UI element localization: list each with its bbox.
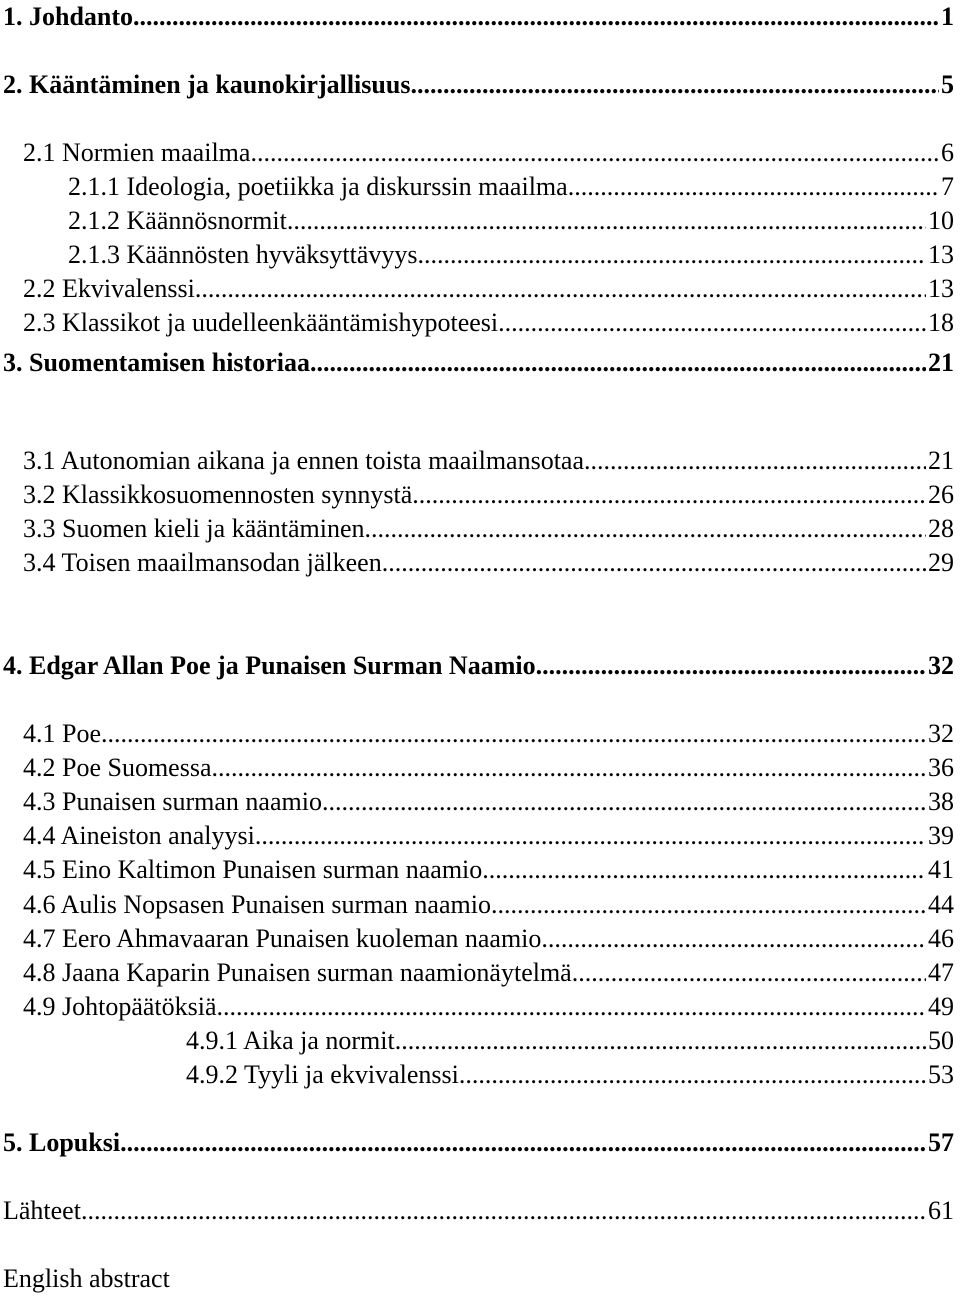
toc-leader <box>418 238 926 272</box>
toc-entry-label: 4.4 Aineiston analyysi <box>23 821 255 850</box>
toc-entry <box>23 922 954 956</box>
toc-leader <box>395 1024 926 1058</box>
toc-entry-label: 4.3 Punaisen surman naamio <box>23 787 322 816</box>
toc-entry-page: 6 <box>941 138 954 167</box>
toc-entry-label: 2.2 Ekvivalenssi <box>23 274 195 303</box>
toc-leader <box>410 68 939 102</box>
toc-entry-page: 5 <box>941 70 954 99</box>
toc-entry <box>3 649 954 683</box>
toc-entry-label: 4.5 Eino Kaltimon Punaisen surman naamio <box>23 855 483 884</box>
toc-entry <box>68 170 954 204</box>
toc-leader <box>498 306 926 340</box>
toc-entry <box>23 272 954 306</box>
toc-entry-page: 29 <box>928 548 954 577</box>
toc-leader <box>120 1126 926 1160</box>
toc-entry <box>23 956 954 990</box>
toc-entry-label: 4.8 Jaana Kaparin Punaisen surman naamionäytelmä <box>23 958 572 987</box>
toc-entry-page: 10 <box>928 206 954 235</box>
toc-entry-label: 4. Edgar Allan Poe ja Punaisen Surman Naamio <box>3 651 536 680</box>
toc-leader <box>536 649 926 683</box>
toc-entry-page: 21 <box>928 446 954 475</box>
toc-entry-page: 13 <box>928 274 954 303</box>
toc-entry-label: 4.9.1 Aika ja normit <box>186 1026 395 1055</box>
toc-entry <box>68 238 954 272</box>
toc-entry <box>23 136 954 170</box>
toc-leader <box>568 170 939 204</box>
toc-entry-label: 4.2 Poe Suomessa <box>23 753 212 782</box>
toc-entry-label: 2.3 Klassikot ja uudelleenkääntämishypoteesi <box>23 308 499 337</box>
toc-leader <box>81 1194 926 1228</box>
toc-entry <box>186 1058 954 1092</box>
toc-entry-label: 3.4 Toisen maailmansodan jälkeen <box>23 548 382 577</box>
toc-leader <box>459 1058 926 1092</box>
toc-entry-page: 46 <box>928 924 954 953</box>
toc-entry-label: 2.1.1 Ideologia, poetiikka ja diskurssin maailma <box>68 172 568 201</box>
toc-entry-page: 50 <box>928 1026 954 1055</box>
toc-entry-page: 18 <box>928 308 954 337</box>
toc-entry <box>3 0 954 34</box>
toc-leader <box>365 512 926 546</box>
toc-leader <box>541 922 926 956</box>
toc-entry-page: 32 <box>928 651 954 680</box>
toc-leader <box>382 546 926 580</box>
toc-entry-page: 41 <box>928 855 954 884</box>
toc-entry <box>23 444 954 478</box>
toc-leader <box>255 819 926 853</box>
toc-entry-label: 2. Kääntäminen ja kaunokirjallisuus <box>3 70 411 99</box>
toc-entry-page: 32 <box>928 719 954 748</box>
toc-entry <box>23 853 954 887</box>
toc-leader <box>310 346 926 380</box>
toc-entry <box>23 478 954 512</box>
toc-entry <box>23 751 954 785</box>
toc-entry <box>23 888 954 922</box>
toc-entry-label: 3.3 Suomen kieli ja kääntäminen <box>23 514 365 543</box>
toc-entry-page: 57 <box>928 1128 954 1157</box>
toc-entry-label: 3. Suomentamisen historiaa <box>3 348 310 377</box>
toc-entry-page: 26 <box>928 480 954 509</box>
toc-leader <box>287 204 926 238</box>
toc-entry <box>23 785 954 819</box>
toc-entry-label: Lähteet <box>3 1196 81 1225</box>
toc-entry-label: 1. Johdanto <box>3 2 134 31</box>
toc-leader <box>250 136 939 170</box>
toc-leader <box>212 751 927 785</box>
toc-leader <box>412 478 926 512</box>
toc-entry-label: 4.7 Eero Ahmavaaran Punaisen kuoleman naamio <box>23 924 542 953</box>
toc-entry-page: 39 <box>928 821 954 850</box>
toc-entry-label: 2.1.3 Käännösten hyväksyttävyys <box>68 240 418 269</box>
toc-entry-label: 4.9.2 Tyyli ja ekvivalenssi <box>186 1060 459 1089</box>
toc-entry-page: 61 <box>928 1196 954 1225</box>
toc-entry <box>186 1024 954 1058</box>
toc-entry <box>3 68 954 102</box>
toc-leader <box>195 272 926 306</box>
toc-entry <box>23 819 954 853</box>
toc-entry-page: 47 <box>928 958 954 987</box>
toc-entry <box>23 717 954 751</box>
toc-leader <box>572 956 926 990</box>
toc-entry-label: 4.9 Johtopäätöksiä <box>23 992 217 1021</box>
toc-entry-label: 3.2 Klassikkosuomennosten synnystä <box>23 480 413 509</box>
toc-entry-label: 3.1 Autonomian aikana ja ennen toista maailmansotaa <box>23 446 585 475</box>
toc-entry-label: 2.1 Normien maailma <box>23 138 251 167</box>
toc-leader <box>217 990 926 1024</box>
toc-entry <box>23 512 954 546</box>
toc-entry-label: 4.1 Poe <box>23 719 101 748</box>
toc-leader <box>322 785 926 819</box>
toc-entry-page: 21 <box>928 348 954 377</box>
toc-leader <box>101 717 926 751</box>
toc-entry <box>3 346 954 380</box>
toc-entry-label: 5. Lopuksi <box>3 1128 121 1157</box>
toc-entry-page: 44 <box>928 890 954 919</box>
toc-entry-page: 49 <box>928 992 954 1021</box>
toc-entry-page: 36 <box>928 753 954 782</box>
toc-entry <box>23 546 954 580</box>
toc-entry-page: 7 <box>941 172 954 201</box>
toc-entry <box>3 1194 954 1228</box>
toc-leader <box>584 444 926 478</box>
toc-leader <box>491 888 926 922</box>
toc-entry <box>23 306 954 340</box>
toc-entry-label: 4.6 Aulis Nopsasen Punaisen surman naamio <box>23 890 491 919</box>
toc-entry <box>68 204 954 238</box>
toc-entry-page: 1 <box>941 2 954 31</box>
toc-entry-page: 28 <box>928 514 954 543</box>
toc-entry-page: 13 <box>928 240 954 269</box>
toc-entry-page: 38 <box>928 787 954 816</box>
toc-entry-page: 53 <box>928 1060 954 1089</box>
toc-entry <box>3 1126 954 1160</box>
toc-entry-label: 2.1.2 Käännösnormit <box>68 206 287 235</box>
toc-entry <box>23 990 954 1024</box>
toc-leader <box>482 853 926 887</box>
toc-leader <box>133 0 939 34</box>
toc-english-abstract: English abstract <box>3 1264 170 1293</box>
